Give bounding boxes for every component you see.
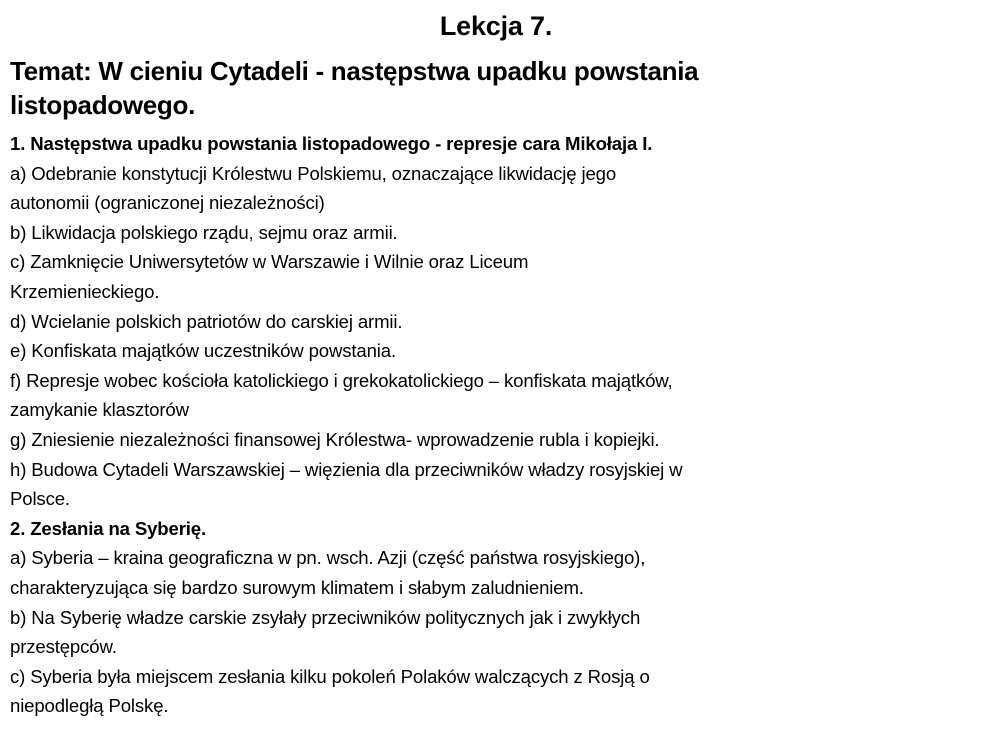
content-line: Krzemienieckiego. — [10, 280, 160, 302]
content-line: d) Wcielanie polskich patriotów do carskiej armii. — [10, 310, 403, 332]
topic-heading — [10, 54, 830, 122]
topic-line: Temat: W cieniu Cytadeli - następstwa upadku powstania — [10, 56, 699, 86]
content-line: e) Konfiskata majątków uczestników powstania. — [10, 340, 396, 362]
section-heading-siberia: 2. Zesłania na Syberię. — [10, 517, 207, 539]
content-line: a) Odebranie konstytucji Królestwu Polskiemu, oznaczające likwidację jego — [10, 162, 617, 184]
content-line: zamykanie klasztorów — [10, 399, 189, 421]
content-line: f) Represje wobec kościoła katolickiego i grekokatolickiego – konfiskata majątków, — [10, 369, 673, 391]
content-line: c) Syberia była miejscem zesłania kilku pokoleń Polaków walczących z Rosją o — [10, 665, 650, 687]
content-line: g) Zniesienie niezależności finansowej Królestwa- wprowadzenie rubla i kopiejki. — [10, 428, 660, 450]
content-line: niepodległą Polskę. — [10, 695, 169, 717]
lesson-content — [10, 129, 870, 721]
content-line: h) Budowa Cytadeli Warszawskiej – więzienia dla przeciwników władzy rosyjskiej w — [10, 458, 683, 480]
content-line: autonomii (ograniczonej niezależności) — [10, 192, 325, 214]
content-line: Polsce. — [10, 488, 70, 510]
content-line: charakteryzująca się bardzo surowym klimatem i słabym zaludnieniem. — [10, 576, 584, 598]
content-line: b) Na Syberię władze carskie zsyłały przeciwników politycznych jak i zwykłych — [10, 606, 641, 628]
lesson-title: Lekcja 7. — [439, 11, 553, 41]
content-line: a) Syberia – kraina geograficzna w pn. wsch. Azji (część państwa rosyjskiego), — [10, 547, 646, 569]
content-line: c) Zamknięcie Uniwersytetów w Warszawie i Wilnie oraz Liceum — [10, 251, 529, 273]
section-heading-repressions: 1. Następstwa upadku powstania listopadowego - represje cara Mikołaja I. — [10, 133, 653, 154]
content-line: przestępców. — [10, 636, 117, 658]
topic-line: listopadowego. — [10, 90, 196, 120]
content-line: b) Likwidacja polskiego rządu, sejmu oraz armii. — [10, 221, 398, 243]
